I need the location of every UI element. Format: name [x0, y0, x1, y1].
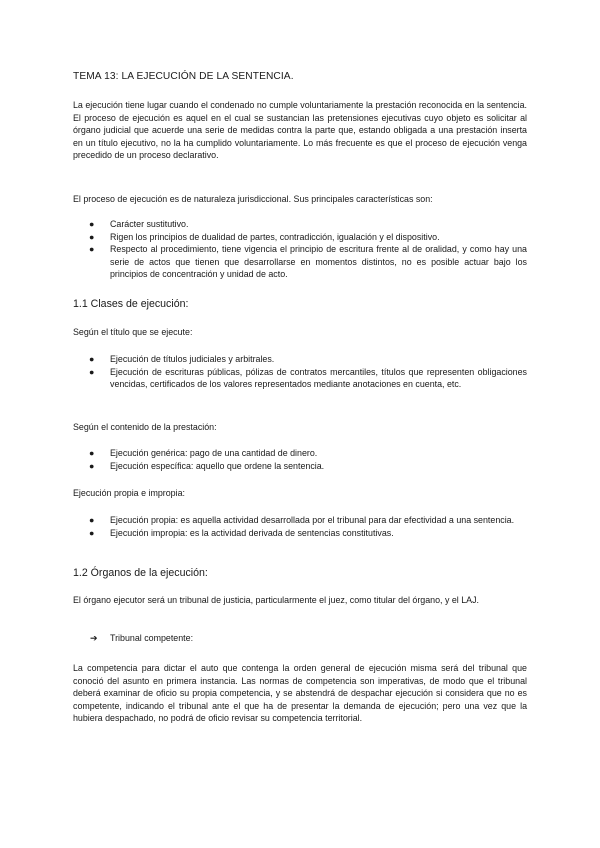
- list-item: ● Ejecución genérica: pago de una cantidad de dinero.: [89, 448, 318, 458]
- by-content-list: [73, 447, 527, 472]
- bullet-icon: ●: [89, 527, 95, 538]
- list-item: ● Ejecución específica: aquello que ordene la sentencia.: [89, 460, 325, 471]
- bullet-icon: ●: [89, 354, 95, 364]
- bullet-icon: ●: [89, 515, 95, 525]
- list-item: ● Rigen los principios de dualidad de partes, contradicción, igualación y el dispositivo.: [89, 231, 440, 242]
- bullet-icon: ●: [89, 231, 95, 242]
- bullet-icon: ●: [89, 219, 95, 229]
- by-content-label: Según el contenido de la prestación:: [73, 422, 217, 432]
- arrow-list-item: ➔ Tribunal competente:: [90, 633, 194, 643]
- section-heading-1-1: 1.1 Clases de ejecución:: [73, 298, 189, 310]
- competence-paragraph: La competencia para dictar el auto que contenga la orden general de ejecución misma será del tribunal que conoció del asunto en primera instancia. Las normas de competencia son imperativas, de modo que el tribunal deberá examinar de oficio su propia competencia, y se abstendrá de despachar ejecución si considera que no es competente, indicando el tribunal ante el que ha de presentar la demanda de ejecución; pero una vez que la hubiera despachado, no podrá de oficio revisar su competencia territorial.: [73, 663, 527, 723]
- list-item: ● Ejecución de escrituras públicas, pólizas de contratos mercantiles, títulos que representen obligaciones vencidas, certificados de los valores representados mediante anotaciones en cuenta, etc.: [89, 366, 527, 389]
- list-item: ● Ejecución impropia: es la actividad derivada de sentencias constitutivas.: [89, 527, 394, 538]
- list-item: ● Respecto al procedimiento, tiene vigencia el principio de escritura frente al de oralidad, y como hay una serie de actos que tienen que desarrollarse en momentos distintos, no es posible actuar bajo los principios de concentración y unidad de acto.: [89, 244, 527, 279]
- proper-list: [73, 514, 527, 539]
- bullet-icon: ●: [89, 460, 95, 471]
- list-item: ● Ejecución propia: es aquella actividad desarrollada por el tribunal para dar efectividad a una sentencia.: [89, 515, 515, 525]
- by-title-list: [73, 353, 527, 391]
- arrow-right-icon: ➔: [90, 633, 98, 643]
- by-title-label: Según el título que se ejecute:: [73, 327, 193, 337]
- characteristics-list: [73, 218, 527, 281]
- bullet-icon: ●: [89, 244, 95, 254]
- bullet-icon: ●: [89, 366, 95, 377]
- bullet-icon: ●: [89, 448, 95, 458]
- list-item: ● Ejecución de títulos judiciales y arbitrales.: [89, 354, 275, 364]
- list-item: ● Carácter sustitutivo.: [89, 219, 189, 229]
- proper-label: Ejecución propia e impropia:: [73, 488, 185, 498]
- organ-paragraph: El órgano ejecutor será un tribunal de justicia, particularmente el juez, como titular del órgano, y el LAJ.: [73, 595, 480, 605]
- section-heading-1-2: 1.2 Órganos de la ejecución:: [73, 567, 208, 579]
- characteristics-intro: El proceso de ejecución es de naturaleza jurisdiccional. Sus principales características son:: [73, 194, 433, 204]
- intro-paragraph: La ejecución tiene lugar cuando el condenado no cumple voluntariamente la prestación reconocida en la sentencia. El proceso de ejecución es aquel en el cual se sustancian las pretensiones ejecutivas cuyo objeto es solicitar al órgano judicial que acuerde una serie de medidas contra la parte que, estando obligada a una prestación inserta en un título ejecutivo, no la ha cumplido voluntariamente. Lo más frecuente es que el proceso de ejecución venga precedido de un proceso declarativo.: [73, 100, 527, 160]
- page-title: TEMA 13: LA EJECUCIÓN DE LA SENTENCIA.: [73, 71, 294, 82]
